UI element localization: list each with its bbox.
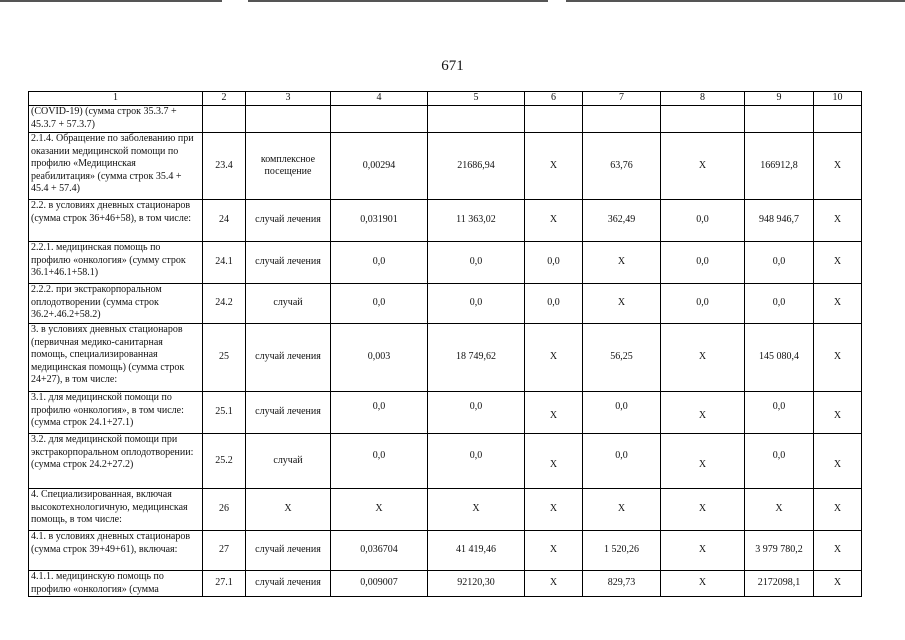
cell-text: 27.1 <box>215 577 233 589</box>
cell-text: X <box>549 159 558 171</box>
cell-text: случай <box>273 297 303 309</box>
cell-text: случай лечения <box>255 214 321 226</box>
cell-text: X <box>549 458 558 470</box>
table-cell-col9 <box>745 200 814 242</box>
cell-text: 0,00294 <box>362 159 396 171</box>
table-cell-col2 <box>203 392 246 434</box>
table-cell-col3 <box>246 324 331 392</box>
table-cell-col7 <box>583 284 661 324</box>
cell-text: 0,009007 <box>360 577 398 589</box>
header-cell: 8 <box>661 92 745 106</box>
table-cell-col4 <box>331 531 428 571</box>
table-cell-col10 <box>814 284 862 324</box>
table-cell-col9 <box>745 133 814 200</box>
table-cell-col7 <box>583 200 661 242</box>
table-cell-col5 <box>428 489 525 531</box>
table-cell-col5 <box>428 133 525 200</box>
table-cell-col7 <box>583 571 661 597</box>
table-row <box>29 200 862 242</box>
cell-text: X <box>698 410 707 422</box>
table-cell-col6 <box>525 434 583 489</box>
cell-text: 4.1. в условиях дневных стационаров (сумма строк 39+49+61), включая: <box>31 531 191 555</box>
header-row <box>29 92 862 106</box>
cell-text: 2.2.1. медицинская помощь по профилю «онкология» (сумму строк 36.1+46.1+58.1) <box>31 242 186 278</box>
table-cell-col2 <box>203 106 246 133</box>
table-cell-col3 <box>246 434 331 489</box>
header-cell: 7 <box>583 92 661 106</box>
cell-text: 3.2. для медицинской помощи при экстракорпоральном оплодотворении: (сумма строк 24.2+27.2) <box>31 434 194 470</box>
table-cell-col3 <box>246 106 331 133</box>
table-cell-col3 <box>246 392 331 434</box>
table-cell-col6 <box>525 571 583 597</box>
cell-text: случай лечения <box>255 351 321 363</box>
table-cell-col5 <box>428 284 525 324</box>
row-label-cell <box>29 571 203 597</box>
page-number: 671 <box>441 58 464 74</box>
cell-text: 0,0 <box>469 401 483 413</box>
table-cell-col10 <box>814 571 862 597</box>
cell-text: X <box>833 214 842 226</box>
table-row <box>29 242 862 284</box>
table-cell-col8 <box>661 242 745 284</box>
table-cell-col4 <box>331 489 428 531</box>
cell-text: 27 <box>219 544 229 556</box>
table-row <box>29 106 862 133</box>
table-cell-col3 <box>246 571 331 597</box>
table-cell-col7 <box>583 324 661 392</box>
cell-text: 25.2 <box>215 454 233 466</box>
table-cell-col9 <box>745 434 814 489</box>
cell-text: X <box>833 503 842 515</box>
table-cell-col9 <box>745 242 814 284</box>
table-cell-col9 <box>745 571 814 597</box>
cell-text: 0,0 <box>772 449 786 461</box>
table-cell-col3 <box>246 133 331 200</box>
table-cell-col4 <box>331 434 428 489</box>
table-cell-col4 <box>331 571 428 597</box>
cell-text: 0,0 <box>615 401 628 413</box>
header-cell: 9 <box>745 92 814 106</box>
row-label-cell <box>29 392 203 434</box>
cell-text: 0,0 <box>372 449 386 461</box>
table-row <box>29 392 862 434</box>
cell-text: комплексное посещение <box>260 153 316 177</box>
table-cell-col10 <box>814 392 862 434</box>
cell-text: 24.2 <box>215 297 233 309</box>
table-cell-col6 <box>525 489 583 531</box>
cell-text: X <box>549 577 558 589</box>
table-cell-col3 <box>246 489 331 531</box>
cell-text: 0,0 <box>469 256 483 268</box>
table-row <box>29 489 862 531</box>
table-cell-col5 <box>428 242 525 284</box>
table-cell-col6 <box>525 200 583 242</box>
row-label-cell <box>29 242 203 284</box>
row-label-cell <box>29 106 203 133</box>
cell-text: 2.1.4. Обращение по заболеванию при оказании медицинской помощи по профилю «Медицинская реабилитация» (сумма строк 35.4 + 45.4 + 57.4) <box>31 133 194 194</box>
cell-text: 0,0 <box>547 256 560 268</box>
cell-text: X <box>698 577 707 589</box>
cell-text: X <box>549 351 558 363</box>
table-cell-col4 <box>331 133 428 200</box>
cell-text: X <box>833 577 842 589</box>
table-cell-col10 <box>814 434 862 489</box>
header-cell: 4 <box>331 92 428 106</box>
cell-text: 0,0 <box>372 256 386 268</box>
cell-text: 0,0 <box>772 401 786 413</box>
header-cell: 6 <box>525 92 583 106</box>
table-cell-col3 <box>246 531 331 571</box>
cell-text: X <box>549 503 558 515</box>
table-row <box>29 133 862 200</box>
header-cell: 5 <box>428 92 525 106</box>
cell-text: 3. в условиях дневных стационаров (первичная медико-санитарная помощь, специализированная медицинская помощь) (сумма строк 24+27), в том числе: <box>31 324 185 385</box>
row-label-cell <box>29 324 203 392</box>
cell-text: 63,76 <box>610 159 633 171</box>
cell-text: X <box>833 159 842 171</box>
table-cell-col2 <box>203 133 246 200</box>
data-table <box>28 91 862 597</box>
row-label-cell <box>29 200 203 242</box>
cell-text: 0,0 <box>372 297 386 309</box>
cell-text: X <box>698 159 707 171</box>
table-cell-col8 <box>661 324 745 392</box>
cell-text: 0,0 <box>372 401 386 413</box>
cell-text: случай <box>273 454 303 466</box>
table-row <box>29 571 862 597</box>
cell-text: X <box>375 503 383 515</box>
table-cell-col8 <box>661 531 745 571</box>
cell-text: 0,003 <box>367 351 391 363</box>
table-cell-col7 <box>583 106 661 133</box>
cell-text: 0,036704 <box>360 544 398 556</box>
cell-text: 0,0 <box>772 297 786 309</box>
header-cell: 3 <box>246 92 331 106</box>
cell-text: 2172098,1 <box>757 577 801 589</box>
table-cell-col7 <box>583 489 661 531</box>
cell-text: 25.1 <box>215 406 233 418</box>
table-cell-col10 <box>814 133 862 200</box>
table-cell-col7 <box>583 434 661 489</box>
table-cell-col2 <box>203 571 246 597</box>
cell-text: X <box>833 351 842 363</box>
table-cell-col6 <box>525 284 583 324</box>
table-cell-col2 <box>203 200 246 242</box>
cell-text: 0,0 <box>772 256 786 268</box>
table-cell-col6 <box>525 531 583 571</box>
row-label-cell <box>29 133 203 200</box>
table-row <box>29 284 862 324</box>
table-cell-col10 <box>814 106 862 133</box>
cell-text: 166912,8 <box>760 159 798 171</box>
cell-text: (COVID-19) (сумма строк 35.3.7 + 45.3.7 + 57.3.7) <box>31 106 177 130</box>
cell-text: 23.4 <box>215 159 233 171</box>
table-cell-col4 <box>331 324 428 392</box>
table-cell-col2 <box>203 531 246 571</box>
table-cell-col4 <box>331 284 428 324</box>
table-cell-col5 <box>428 200 525 242</box>
cell-text: случай лечения <box>255 406 321 418</box>
cell-text: X <box>549 544 558 556</box>
table-cell-col8 <box>661 133 745 200</box>
row-label-cell <box>29 531 203 571</box>
table-cell-col5 <box>428 324 525 392</box>
cell-text: 4.1.1. медицинскую помощь по профилю «онкология» (сумма <box>31 571 164 595</box>
table-cell-col3 <box>246 242 331 284</box>
cell-text: 3 979 780,2 <box>755 544 803 556</box>
table-cell-col10 <box>814 324 862 392</box>
cell-text: X <box>549 410 558 422</box>
table-cell-col4 <box>331 392 428 434</box>
table-cell-col9 <box>745 392 814 434</box>
cell-text: 24 <box>219 214 229 226</box>
cell-text: 41 419,46 <box>456 544 496 556</box>
table-cell-col7 <box>583 531 661 571</box>
table-cell-col10 <box>814 200 862 242</box>
table-cell-col8 <box>661 392 745 434</box>
table-cell-col8 <box>661 489 745 531</box>
cell-text: 4. Специализированная, включая высокотехнологичную, медицинская помощь, в том числе: <box>31 489 188 525</box>
table-row <box>29 324 862 392</box>
cell-text: 56,25 <box>610 351 633 363</box>
cell-text: 829,73 <box>607 577 636 589</box>
header-cell: 2 <box>203 92 246 106</box>
table-cell-col9 <box>745 284 814 324</box>
table-cell-col2 <box>203 489 246 531</box>
cell-text: 3.1. для медицинской помощи по профилю «онкология», в том числе: (сумма строк 24.1+27.1) <box>31 392 184 428</box>
table-cell-col5 <box>428 392 525 434</box>
table-cell-col3 <box>246 200 331 242</box>
table-cell-col2 <box>203 324 246 392</box>
cell-text: 92120,30 <box>457 577 495 589</box>
table-cell-col6 <box>525 242 583 284</box>
cell-text: 0,0 <box>696 256 709 268</box>
table-cell-col5 <box>428 531 525 571</box>
cell-text: 26 <box>219 503 229 515</box>
row-label-cell <box>29 284 203 324</box>
table-cell-col8 <box>661 284 745 324</box>
cell-text: X <box>833 544 842 556</box>
table-cell-col5 <box>428 106 525 133</box>
row-label-cell <box>29 434 203 489</box>
cell-text: X <box>833 256 842 268</box>
cell-text: X <box>833 410 842 422</box>
cell-text: 21686,94 <box>457 159 495 171</box>
top-edge-line <box>566 0 905 2</box>
table-cell-col6 <box>525 106 583 133</box>
header-cell: 10 <box>814 92 862 106</box>
table-cell-col3 <box>246 284 331 324</box>
cell-text: X <box>833 458 842 470</box>
cell-text: случай лечения <box>255 577 321 589</box>
table-cell-col6 <box>525 133 583 200</box>
cell-text: 2.2. в условиях дневных стационаров (сумма строк 36+46+58), в том числе: <box>31 200 192 224</box>
table-cell-col8 <box>661 200 745 242</box>
table-cell-col2 <box>203 284 246 324</box>
row-label-cell <box>29 489 203 531</box>
cell-text: 948 946,7 <box>759 214 799 226</box>
table-cell-col5 <box>428 571 525 597</box>
cell-text: случай лечения <box>255 544 321 556</box>
table-cell-col8 <box>661 571 745 597</box>
cell-text: X <box>549 214 558 226</box>
top-edge-line <box>0 0 222 2</box>
cell-text: 362,49 <box>607 214 636 226</box>
cell-text: 0,0 <box>696 297 709 309</box>
cell-text: 25 <box>219 351 229 363</box>
cell-text: X <box>698 544 707 556</box>
table-cell-col6 <box>525 392 583 434</box>
cell-text: 0,0 <box>469 449 483 461</box>
cell-text: X <box>698 503 707 515</box>
cell-text: X <box>472 503 480 515</box>
table-cell-col7 <box>583 392 661 434</box>
cell-text: X <box>698 458 707 470</box>
cell-text: X <box>698 351 707 363</box>
cell-text: 11 363,02 <box>456 214 496 226</box>
table-row <box>29 434 862 489</box>
cell-text: 145 080,4 <box>759 351 799 363</box>
table-cell-col9 <box>745 106 814 133</box>
table-cell-col9 <box>745 324 814 392</box>
cell-text: 18 749,62 <box>456 351 496 363</box>
table-cell-col4 <box>331 200 428 242</box>
cell-text: случай лечения <box>255 256 321 268</box>
cell-text: 0,0 <box>696 214 709 226</box>
table-cell-col4 <box>331 242 428 284</box>
table-cell-col10 <box>814 489 862 531</box>
table-cell-col7 <box>583 133 661 200</box>
table-cell-col6 <box>525 324 583 392</box>
cell-text: X <box>617 256 626 268</box>
cell-text: 0,031901 <box>360 214 398 226</box>
header-cell: 1 <box>29 92 203 106</box>
table-cell-col5 <box>428 434 525 489</box>
table-cell-col2 <box>203 434 246 489</box>
cell-text: 0,0 <box>469 297 483 309</box>
cell-text: X <box>284 503 292 515</box>
cell-text: 24.1 <box>215 256 233 268</box>
table-cell-col7 <box>583 242 661 284</box>
cell-text: 2.2.2. при экстракорпоральном оплодотворении (сумма строк 36.2+.46.2+58.2) <box>31 284 162 320</box>
cell-text: 0,0 <box>615 449 628 461</box>
cell-text: 0,0 <box>547 297 560 309</box>
table-cell-col10 <box>814 531 862 571</box>
table-cell-col9 <box>745 489 814 531</box>
cell-text: 1 520,26 <box>604 544 639 556</box>
table-cell-col10 <box>814 242 862 284</box>
cell-text: X <box>617 503 626 515</box>
cell-text: X <box>617 297 626 309</box>
cell-text: X <box>833 297 842 309</box>
table-cell-col8 <box>661 106 745 133</box>
top-edge-line <box>248 0 548 2</box>
cell-text: X <box>775 503 783 515</box>
table-cell-col4 <box>331 106 428 133</box>
table-row <box>29 531 862 571</box>
table-cell-col2 <box>203 242 246 284</box>
table-cell-col8 <box>661 434 745 489</box>
table-cell-col9 <box>745 531 814 571</box>
